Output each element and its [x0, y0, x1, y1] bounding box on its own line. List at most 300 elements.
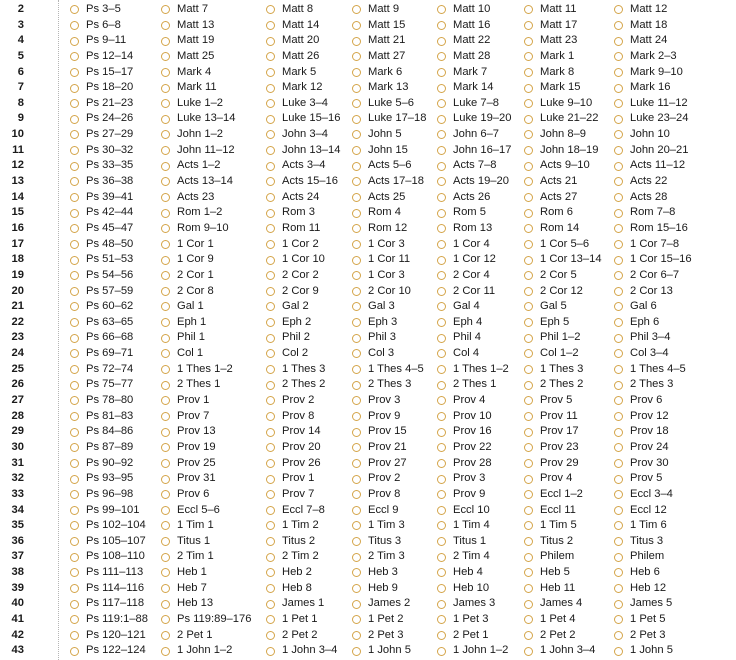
checkbox-circle-icon[interactable] [352, 84, 361, 93]
reading-item[interactable] [437, 471, 485, 487]
checkbox-circle-icon[interactable] [614, 490, 623, 499]
checkbox-circle-icon[interactable] [70, 5, 79, 14]
reading-item[interactable] [70, 65, 133, 81]
reading-item[interactable] [614, 18, 667, 34]
checkbox-circle-icon[interactable] [614, 443, 623, 452]
reading-item[interactable] [614, 65, 683, 81]
reading-item[interactable] [437, 205, 486, 221]
checkbox-circle-icon[interactable] [614, 318, 623, 327]
checkbox-circle-icon[interactable] [437, 115, 446, 124]
reading-item[interactable] [161, 471, 216, 487]
checkbox-circle-icon[interactable] [614, 381, 623, 390]
checkbox-circle-icon[interactable] [161, 52, 170, 61]
reading-item[interactable] [524, 143, 598, 159]
reading-item[interactable] [524, 49, 574, 65]
checkbox-circle-icon[interactable] [266, 271, 275, 280]
reading-item[interactable] [161, 362, 233, 378]
checkbox-circle-icon[interactable] [524, 396, 533, 405]
checkbox-circle-icon[interactable] [352, 631, 361, 640]
reading-item[interactable] [437, 252, 496, 268]
reading-item[interactable] [70, 534, 146, 550]
checkbox-circle-icon[interactable] [352, 334, 361, 343]
checkbox-circle-icon[interactable] [70, 240, 79, 249]
reading-item[interactable] [437, 409, 492, 425]
reading-item[interactable] [161, 158, 221, 174]
reading-item[interactable] [352, 2, 399, 18]
reading-item[interactable] [266, 503, 325, 519]
reading-item[interactable] [266, 315, 311, 331]
reading-item[interactable] [266, 96, 328, 112]
checkbox-circle-icon[interactable] [524, 146, 533, 155]
reading-item[interactable] [352, 96, 414, 112]
reading-item[interactable] [266, 2, 313, 18]
checkbox-circle-icon[interactable] [266, 256, 275, 265]
checkbox-circle-icon[interactable] [524, 287, 533, 296]
reading-item[interactable] [266, 205, 315, 221]
checkbox-circle-icon[interactable] [437, 84, 446, 93]
checkbox-circle-icon[interactable] [161, 146, 170, 155]
checkbox-circle-icon[interactable] [524, 521, 533, 530]
reading-item[interactable] [437, 237, 490, 253]
checkbox-circle-icon[interactable] [614, 193, 623, 202]
reading-item[interactable] [266, 534, 315, 550]
checkbox-circle-icon[interactable] [266, 381, 275, 390]
checkbox-circle-icon[interactable] [437, 615, 446, 624]
reading-item[interactable] [266, 596, 324, 612]
reading-item[interactable] [70, 440, 133, 456]
reading-item[interactable] [161, 268, 214, 284]
checkbox-circle-icon[interactable] [266, 209, 275, 218]
checkbox-circle-icon[interactable] [524, 443, 533, 452]
checkbox-circle-icon[interactable] [524, 475, 533, 484]
reading-item[interactable] [437, 346, 479, 362]
reading-item[interactable] [352, 299, 395, 315]
reading-item[interactable] [266, 268, 319, 284]
reading-item[interactable] [352, 565, 398, 581]
reading-item[interactable] [437, 268, 490, 284]
reading-item[interactable] [614, 534, 663, 550]
checkbox-circle-icon[interactable] [437, 647, 446, 656]
checkbox-circle-icon[interactable] [70, 459, 79, 468]
checkbox-circle-icon[interactable] [161, 271, 170, 280]
reading-item[interactable] [266, 143, 340, 159]
checkbox-circle-icon[interactable] [70, 506, 79, 515]
checkbox-circle-icon[interactable] [437, 318, 446, 327]
checkbox-circle-icon[interactable] [524, 37, 533, 46]
reading-item[interactable] [614, 237, 679, 253]
reading-item[interactable] [266, 456, 321, 472]
checkbox-circle-icon[interactable] [437, 224, 446, 233]
reading-item[interactable] [524, 440, 579, 456]
checkbox-circle-icon[interactable] [352, 21, 361, 30]
reading-item[interactable] [437, 49, 490, 65]
reading-item[interactable] [161, 18, 214, 34]
checkbox-circle-icon[interactable] [437, 428, 446, 437]
reading-item[interactable] [437, 534, 486, 550]
checkbox-circle-icon[interactable] [437, 631, 446, 640]
checkbox-circle-icon[interactable] [524, 631, 533, 640]
checkbox-circle-icon[interactable] [266, 631, 275, 640]
checkbox-circle-icon[interactable] [161, 287, 170, 296]
reading-item[interactable] [437, 487, 485, 503]
reading-item[interactable] [352, 377, 411, 393]
checkbox-circle-icon[interactable] [352, 5, 361, 14]
reading-item[interactable] [614, 284, 673, 300]
reading-item[interactable] [437, 440, 492, 456]
reading-item[interactable] [70, 2, 121, 18]
checkbox-circle-icon[interactable] [161, 162, 170, 171]
checkbox-circle-icon[interactable] [614, 99, 623, 108]
checkbox-circle-icon[interactable] [437, 443, 446, 452]
reading-item[interactable] [352, 596, 410, 612]
checkbox-circle-icon[interactable] [524, 302, 533, 311]
reading-item[interactable] [614, 628, 665, 644]
reading-item[interactable] [614, 330, 670, 346]
checkbox-circle-icon[interactable] [352, 615, 361, 624]
reading-item[interactable] [614, 111, 688, 127]
checkbox-circle-icon[interactable] [161, 568, 170, 577]
reading-item[interactable] [70, 393, 133, 409]
reading-item[interactable] [437, 18, 490, 34]
checkbox-circle-icon[interactable] [437, 584, 446, 593]
reading-item[interactable] [437, 33, 490, 49]
checkbox-circle-icon[interactable] [614, 52, 623, 61]
checkbox-circle-icon[interactable] [524, 130, 533, 139]
checkbox-circle-icon[interactable] [266, 349, 275, 358]
checkbox-circle-icon[interactable] [70, 521, 79, 530]
checkbox-circle-icon[interactable] [161, 349, 170, 358]
reading-item[interactable] [352, 49, 405, 65]
reading-item[interactable] [161, 346, 203, 362]
reading-item[interactable] [161, 237, 214, 253]
reading-item[interactable] [437, 377, 496, 393]
reading-item[interactable] [266, 628, 317, 644]
reading-item[interactable] [437, 393, 485, 409]
reading-item[interactable] [266, 299, 309, 315]
reading-item[interactable] [524, 377, 583, 393]
reading-item[interactable] [266, 49, 319, 65]
checkbox-circle-icon[interactable] [70, 600, 79, 609]
checkbox-circle-icon[interactable] [266, 521, 275, 530]
checkbox-circle-icon[interactable] [524, 240, 533, 249]
checkbox-circle-icon[interactable] [524, 162, 533, 171]
checkbox-circle-icon[interactable] [161, 84, 170, 93]
checkbox-circle-icon[interactable] [614, 21, 623, 30]
checkbox-circle-icon[interactable] [437, 381, 446, 390]
reading-item[interactable] [266, 330, 310, 346]
checkbox-circle-icon[interactable] [266, 428, 275, 437]
checkbox-circle-icon[interactable] [70, 568, 79, 577]
reading-item[interactable] [437, 596, 495, 612]
reading-item[interactable] [266, 612, 317, 628]
reading-item[interactable] [70, 252, 133, 268]
reading-item[interactable] [614, 596, 672, 612]
reading-item[interactable] [352, 612, 403, 628]
checkbox-circle-icon[interactable] [352, 506, 361, 515]
checkbox-circle-icon[interactable] [524, 115, 533, 124]
checkbox-circle-icon[interactable] [352, 302, 361, 311]
checkbox-circle-icon[interactable] [161, 459, 170, 468]
checkbox-circle-icon[interactable] [70, 209, 79, 218]
reading-item[interactable] [266, 174, 338, 190]
checkbox-circle-icon[interactable] [352, 490, 361, 499]
reading-item[interactable] [161, 518, 214, 534]
reading-item[interactable] [70, 628, 146, 644]
reading-item[interactable] [266, 221, 320, 237]
checkbox-circle-icon[interactable] [614, 5, 623, 14]
reading-item[interactable] [70, 49, 133, 65]
reading-item[interactable] [524, 581, 575, 597]
checkbox-circle-icon[interactable] [161, 365, 170, 374]
checkbox-circle-icon[interactable] [266, 334, 275, 343]
checkbox-circle-icon[interactable] [161, 553, 170, 562]
checkbox-circle-icon[interactable] [70, 21, 79, 30]
reading-item[interactable] [161, 424, 216, 440]
checkbox-circle-icon[interactable] [266, 600, 275, 609]
checkbox-circle-icon[interactable] [161, 240, 170, 249]
reading-item[interactable] [266, 440, 321, 456]
reading-item[interactable] [437, 127, 499, 143]
checkbox-circle-icon[interactable] [614, 584, 623, 593]
reading-item[interactable] [524, 409, 578, 425]
checkbox-circle-icon[interactable] [524, 193, 533, 202]
checkbox-circle-icon[interactable] [614, 568, 623, 577]
reading-item[interactable] [524, 596, 582, 612]
reading-item[interactable] [70, 503, 140, 519]
reading-item[interactable] [266, 237, 319, 253]
checkbox-circle-icon[interactable] [524, 334, 533, 343]
reading-item[interactable] [352, 393, 400, 409]
reading-item[interactable] [266, 33, 319, 49]
checkbox-circle-icon[interactable] [266, 490, 275, 499]
reading-item[interactable] [266, 471, 314, 487]
reading-item[interactable] [352, 643, 411, 659]
reading-item[interactable] [352, 424, 407, 440]
checkbox-circle-icon[interactable] [161, 521, 170, 530]
reading-item[interactable] [614, 581, 666, 597]
checkbox-circle-icon[interactable] [352, 568, 361, 577]
reading-item[interactable] [614, 221, 688, 237]
reading-item[interactable] [614, 33, 667, 49]
reading-item[interactable] [614, 205, 675, 221]
reading-item[interactable] [161, 409, 209, 425]
reading-item[interactable] [614, 127, 670, 143]
reading-item[interactable] [70, 330, 133, 346]
reading-item[interactable] [70, 565, 143, 581]
reading-item[interactable] [614, 190, 667, 206]
reading-item[interactable] [524, 487, 583, 503]
checkbox-circle-icon[interactable] [524, 428, 533, 437]
checkbox-circle-icon[interactable] [352, 240, 361, 249]
checkbox-circle-icon[interactable] [70, 318, 79, 327]
reading-item[interactable] [524, 549, 574, 565]
checkbox-circle-icon[interactable] [266, 99, 275, 108]
reading-item[interactable] [614, 346, 669, 362]
checkbox-circle-icon[interactable] [352, 349, 361, 358]
checkbox-circle-icon[interactable] [70, 412, 79, 421]
checkbox-circle-icon[interactable] [614, 302, 623, 311]
reading-item[interactable] [524, 330, 580, 346]
reading-item[interactable] [161, 565, 207, 581]
checkbox-circle-icon[interactable] [437, 396, 446, 405]
reading-item[interactable] [352, 252, 410, 268]
reading-item[interactable] [614, 174, 667, 190]
checkbox-circle-icon[interactable] [437, 334, 446, 343]
reading-item[interactable] [524, 346, 579, 362]
reading-item[interactable] [352, 143, 408, 159]
checkbox-circle-icon[interactable] [70, 349, 79, 358]
checkbox-circle-icon[interactable] [437, 475, 446, 484]
reading-item[interactable] [161, 581, 207, 597]
reading-item[interactable] [614, 440, 669, 456]
checkbox-circle-icon[interactable] [352, 537, 361, 546]
checkbox-circle-icon[interactable] [437, 490, 446, 499]
reading-item[interactable] [614, 143, 688, 159]
checkbox-circle-icon[interactable] [352, 287, 361, 296]
reading-item[interactable] [352, 346, 394, 362]
reading-item[interactable] [614, 377, 673, 393]
checkbox-circle-icon[interactable] [161, 193, 170, 202]
checkbox-circle-icon[interactable] [437, 459, 446, 468]
reading-item[interactable] [614, 456, 669, 472]
checkbox-circle-icon[interactable] [266, 21, 275, 30]
checkbox-circle-icon[interactable] [161, 115, 170, 124]
reading-item[interactable] [161, 315, 206, 331]
checkbox-circle-icon[interactable] [524, 209, 533, 218]
checkbox-circle-icon[interactable] [266, 584, 275, 593]
checkbox-circle-icon[interactable] [70, 365, 79, 374]
reading-item[interactable] [524, 33, 577, 49]
reading-item[interactable] [70, 596, 144, 612]
reading-item[interactable] [352, 315, 397, 331]
checkbox-circle-icon[interactable] [437, 553, 446, 562]
reading-item[interactable] [524, 268, 577, 284]
checkbox-circle-icon[interactable] [524, 506, 533, 515]
checkbox-circle-icon[interactable] [161, 615, 170, 624]
checkbox-circle-icon[interactable] [437, 349, 446, 358]
checkbox-circle-icon[interactable] [437, 209, 446, 218]
reading-item[interactable] [70, 96, 133, 112]
reading-item[interactable] [437, 628, 488, 644]
reading-item[interactable] [437, 190, 490, 206]
reading-item[interactable] [161, 330, 205, 346]
checkbox-circle-icon[interactable] [161, 443, 170, 452]
checkbox-circle-icon[interactable] [614, 475, 623, 484]
checkbox-circle-icon[interactable] [352, 365, 361, 374]
checkbox-circle-icon[interactable] [437, 302, 446, 311]
reading-item[interactable] [161, 49, 214, 65]
reading-item[interactable] [161, 643, 232, 659]
reading-item[interactable] [614, 612, 665, 628]
reading-item[interactable] [352, 205, 401, 221]
reading-item[interactable] [70, 362, 133, 378]
checkbox-circle-icon[interactable] [352, 130, 361, 139]
checkbox-circle-icon[interactable] [266, 177, 275, 186]
reading-item[interactable] [352, 33, 405, 49]
reading-item[interactable] [70, 127, 133, 143]
checkbox-circle-icon[interactable] [614, 349, 623, 358]
reading-item[interactable] [70, 268, 133, 284]
checkbox-circle-icon[interactable] [437, 5, 446, 14]
checkbox-circle-icon[interactable] [161, 37, 170, 46]
reading-item[interactable] [266, 158, 326, 174]
reading-item[interactable] [266, 549, 319, 565]
checkbox-circle-icon[interactable] [437, 21, 446, 30]
reading-item[interactable] [352, 268, 405, 284]
checkbox-circle-icon[interactable] [70, 553, 79, 562]
reading-item[interactable] [437, 80, 493, 96]
reading-item[interactable] [161, 174, 233, 190]
checkbox-circle-icon[interactable] [437, 365, 446, 374]
checkbox-circle-icon[interactable] [70, 146, 79, 155]
checkbox-circle-icon[interactable] [266, 302, 275, 311]
checkbox-circle-icon[interactable] [70, 52, 79, 61]
reading-item[interactable] [266, 565, 312, 581]
reading-item[interactable] [70, 143, 133, 159]
reading-item[interactable] [161, 487, 209, 503]
reading-item[interactable] [352, 456, 407, 472]
reading-item[interactable] [352, 111, 426, 127]
reading-item[interactable] [266, 127, 328, 143]
checkbox-circle-icon[interactable] [352, 318, 361, 327]
checkbox-circle-icon[interactable] [70, 631, 79, 640]
reading-item[interactable] [70, 18, 121, 34]
checkbox-circle-icon[interactable] [352, 37, 361, 46]
reading-item[interactable] [266, 284, 319, 300]
checkbox-circle-icon[interactable] [437, 37, 446, 46]
reading-item[interactable] [266, 377, 325, 393]
reading-item[interactable] [524, 2, 576, 18]
reading-item[interactable] [161, 96, 223, 112]
checkbox-circle-icon[interactable] [352, 99, 361, 108]
checkbox-circle-icon[interactable] [352, 162, 361, 171]
reading-item[interactable] [161, 549, 214, 565]
checkbox-circle-icon[interactable] [437, 412, 446, 421]
checkbox-circle-icon[interactable] [266, 568, 275, 577]
reading-item[interactable] [161, 252, 214, 268]
reading-item[interactable] [70, 424, 133, 440]
checkbox-circle-icon[interactable] [266, 84, 275, 93]
checkbox-circle-icon[interactable] [614, 130, 623, 139]
reading-item[interactable] [161, 65, 211, 81]
reading-item[interactable] [161, 205, 222, 221]
reading-item[interactable] [266, 362, 325, 378]
reading-item[interactable] [524, 424, 579, 440]
reading-item[interactable] [70, 284, 133, 300]
checkbox-circle-icon[interactable] [266, 287, 275, 296]
checkbox-circle-icon[interactable] [266, 52, 275, 61]
reading-item[interactable] [614, 471, 662, 487]
checkbox-circle-icon[interactable] [437, 521, 446, 530]
checkbox-circle-icon[interactable] [614, 334, 623, 343]
checkbox-circle-icon[interactable] [524, 5, 533, 14]
checkbox-circle-icon[interactable] [266, 396, 275, 405]
reading-item[interactable] [524, 237, 589, 253]
checkbox-circle-icon[interactable] [70, 302, 79, 311]
reading-item[interactable] [266, 487, 314, 503]
checkbox-circle-icon[interactable] [524, 21, 533, 30]
checkbox-circle-icon[interactable] [437, 287, 446, 296]
checkbox-circle-icon[interactable] [524, 271, 533, 280]
reading-item[interactable] [161, 456, 216, 472]
checkbox-circle-icon[interactable] [161, 99, 170, 108]
checkbox-circle-icon[interactable] [161, 584, 170, 593]
checkbox-circle-icon[interactable] [266, 5, 275, 14]
reading-item[interactable] [352, 127, 402, 143]
reading-item[interactable] [437, 503, 490, 519]
reading-item[interactable] [352, 190, 405, 206]
checkbox-circle-icon[interactable] [266, 443, 275, 452]
